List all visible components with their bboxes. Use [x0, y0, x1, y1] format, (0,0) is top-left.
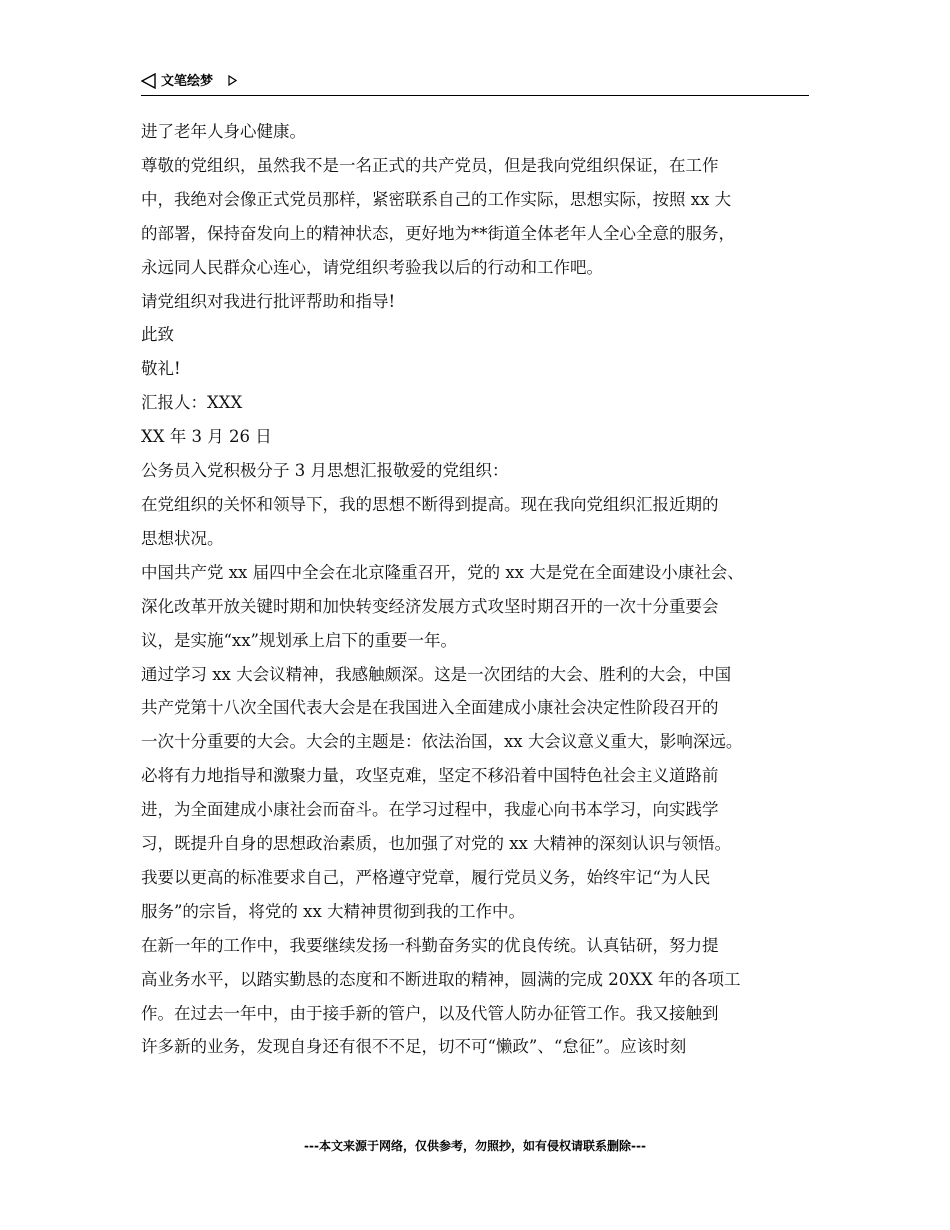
header-title: 文笔绘梦 [161, 74, 214, 89]
text-line: 共产党第十八次全国代表大会是在我国进入全面建成小康社会决定性阶段召开的 [141, 698, 719, 718]
text-line: 此致 [141, 325, 174, 345]
text-line: 一次十分重要的大会。大会的主题是：依法治国，xx 大会议意义重大，影响深远。 [141, 732, 743, 752]
text-line: 进了老年人身心健康。 [141, 122, 306, 141]
text-line: 作。在过去一年中，由于接手新的管户，以及代管人防办征管工作。我又接触到 [141, 1003, 719, 1023]
right-triangle-icon [228, 75, 237, 86]
text-line: 服务”的宗旨，将党的 xx 大精神贯彻到我的工作中。 [141, 901, 526, 921]
text-line: 在新一年的工作中，我要继续发扬一科勤奋务实的优良传统。认真钻研，努力提 [141, 935, 719, 955]
document-body [141, 115, 813, 1064]
page-header [141, 71, 809, 96]
text-line: 永远同人民群众心连心，请党组织考验我以后的行动和工作吧。 [141, 257, 603, 277]
text-line: 请党组织对我进行批评帮助和指导! [141, 291, 396, 311]
text-line: 习，既提升自身的思想政治素质，也加强了对党的 xx 大精神的深刻认识与领悟。 [141, 834, 732, 854]
text-line: 必将有力地指导和激聚力量，攻坚克难，坚定不移沿着中国特色社会主义道路前 [141, 766, 719, 786]
text-line: XX 年 3 月 26 日 [141, 427, 272, 447]
text-line: 思想状况。 [141, 528, 224, 548]
text-line: 许多新的业务，发现自身还有很不不足，切不可“懒政”、“怠征”。应该时刻 [141, 1037, 687, 1057]
text-line: 的部署，保持奋发向上的精神状态，更好地为**街道全体老年人全心全意的服务， [141, 223, 735, 243]
text-line: 高业务水平，以踏实勤恳的态度和不断进取的精神，圆满的完成 20XX 年的各项工 [141, 969, 741, 989]
text-line: 在党组织的关怀和领导下，我的思想不断得到提高。现在我向党组织汇报近期的 [141, 494, 719, 514]
text-line: 深化改革开放关键时期和加快转变经济发展方式攻坚时期召开的一次十分重要会 [141, 596, 719, 616]
text-line: 我要以更高的标准要求自己，严格遵守党章，履行党员义务，始终牢记“为人民 [141, 867, 711, 887]
text-line: 中，我绝对会像正式党员那样，紧密联系自己的工作实际，思想实际，按照 xx 大 [141, 189, 732, 209]
text-line: 公务员入党积极分子 3 月思想汇报敬爱的党组织： [141, 461, 509, 481]
text-line: 汇报人：XXX [141, 393, 243, 413]
text-line: 进，为全面建成小康社会而奋斗。在学习过程中，我虚心向书本学习，向实践学 [141, 800, 719, 820]
text-line: 中国共产党 xx 届四中全会在北京隆重召开，党的 xx 大是党在全面建设小康社会、 [141, 562, 744, 582]
text-line: 议，是实施“xx”规划承上启下的重要一年。 [141, 630, 457, 650]
left-triangle-icon [141, 73, 157, 89]
footer-disclaimer: ---本文来源于网络，仅供参考，勿照抄，如有侵权请联系删除--- [304, 1139, 646, 1153]
text-line: 尊敬的党组织，虽然我不是一名正式的共产党员，但是我向党组织保证，在工作 [141, 155, 719, 175]
text-line: 敬礼! [141, 359, 181, 379]
text-line: 通过学习 xx 大会议精神，我感触颇深。这是一次团结的大会、胜利的大会，中国 [141, 664, 732, 684]
